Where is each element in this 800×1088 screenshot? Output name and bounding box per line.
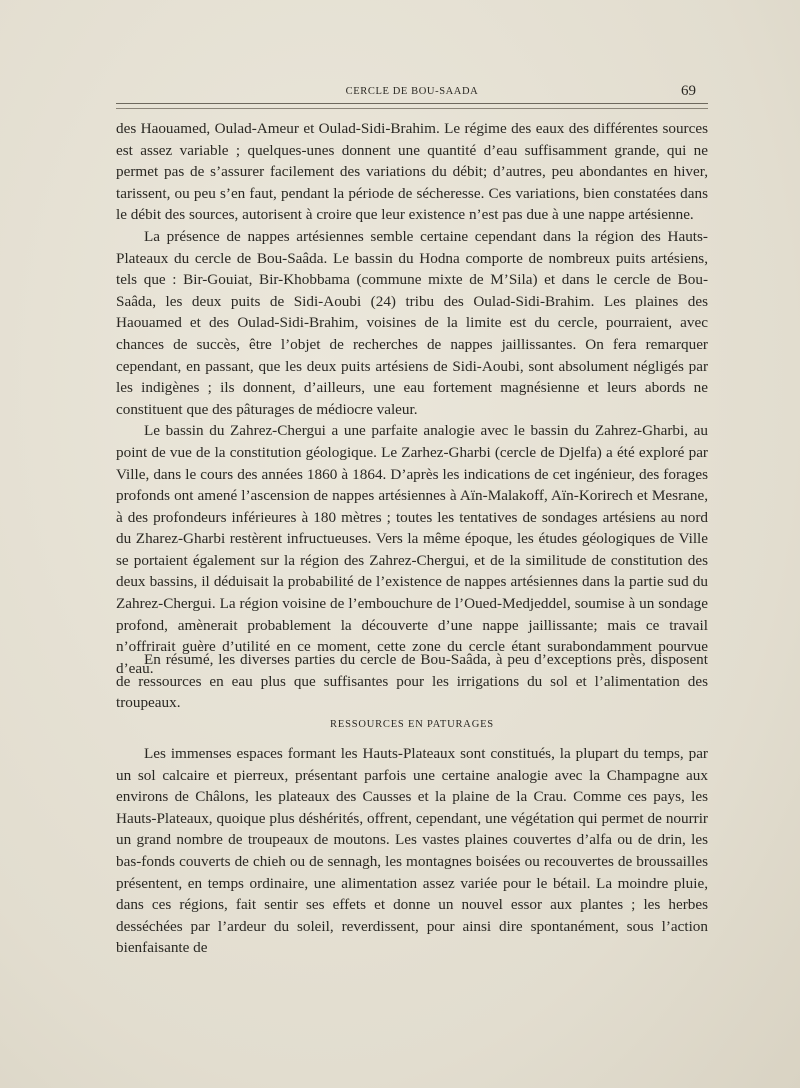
paragraph-1: des Haouamed, Oulad-Ameur et Oulad-Sidi-Brahim. Le régime des eaux des différentes sources est assez variable ; quelques-unes donnent une quantité d’eau suffisamment grande, qui ne permet pas de s’assurer facilement des variations du débit; d’autres, peu abondantes en hiver, tarissent, ou peu s’en faut, pendant la période de sécheresse. Ces variations, bien constatées dans le débit des sources, autorisent à croire que leur existence n’est pas due à une nappe artésienne. (116, 120, 708, 224)
page-header (116, 84, 708, 104)
running-title: CERCLE DE BOU-SAADA (345, 86, 479, 97)
body-text-bottom (116, 743, 708, 959)
paragraph-4: En résumé, les diverses parties du cercle de Bou-Saâda, à peu d’exceptions près, disposent de ressources en eau plus que suffisantes pour les irrigations du sol et l’alimentation des troupeaux. (116, 651, 708, 712)
header-rule (116, 103, 708, 109)
section-heading: RESSOURCES EN PATURAGES (330, 719, 494, 730)
page-number: 69 (681, 83, 696, 99)
paragraph-5: Les immenses espaces formant les Hauts-Plateaux sont constitués, la plupart du temps, par un sol calcaire et pierreux, présentant parfois une certaine analogie avec la Champagne aux environs de Châlons, les plateaux des Causses et la plaine de la Crau. Comme ces pays, les Hauts-Plateaux, quoique plus déshérités, offrent, cependant, une végétation qui permet de nourrir un grand nombre de troupeaux de moutons. Les vastes plaines couvertes d’alfa ou de drin, les bas-fonds couverts de chieh ou de sennagh, les montagnes boisées ou recouvertes de broussailles présentent, en temps ordinaire, une alimentation assez variée pour le bétail. La moindre pluie, dans ces régions, fait sentir ses effets et donne un nouvel essor aux plantes ; les herbes desséchées par l’ardeur du soleil, reverdissent, pour ainsi dire spontanément, sous l’action bienfaisante de (116, 745, 708, 957)
paragraph-3: Le bassin du Zahrez-Chergui a une parfaite analogie avec le bassin du Zahrez-Gharbi, au point de vue de la constitution géologique. Le Zarhez-Gharbi (cercle de Djelfa) a été exploré par Ville, dans le cours des années 1860 à 1864. D’après les indications de cet ingénieur, des forages profonds ont amené l’ascension de nappes artésiennes à Aïn-Malakoff, Aïn-Korirech et Mesrane, à des profondeurs inférieures à 180 mètres ; toutes les tentatives de sondages artésiens au nord du Zharez-Gharbi restèrent infructueuses. Vers la même époque, les études géologiques de Ville se portaient également sur la région des Zahrez-Chergui, et de la similitude de constitution des deux bassins, il déduisait la probabilité de l’existence de nappes artésiennes dans la partie sud du Zahrez-Chergui. La région voisine de l’embouchure de l’Oued-Medjeddel, soumise à un sondage profond, amènerait probablement la découverte d’une nappe jaillissante; mais ce travail n’offrirait guère d’utilité en ce moment, cette zone du cercle étant surabondamment pourvue d’eau. (116, 422, 708, 677)
body-text-top (116, 118, 708, 679)
body-text-summary (116, 649, 708, 714)
paragraph-2: La présence de nappes artésiennes semble certaine cependant dans la région des Hauts-Plateaux du cercle de Bou-Saâda. Le bassin du Hodna comporte de nombreux puits artésiens, tels que : Bir-Gouiat, Bir-Khobbama (commune mixte de M’Sila) et dans le cercle de Bou-Saâda, les deux puits de Sidi-Aoubi (24) tribu des Oulad-Sidi-Brahim. Les plaines des Haouamed et des Oulad-Sidi-Brahim, voisines de la limite est du cercle, pourraient, avec chances de succès, être l’objet de recherches de nappes jaillissantes. On fera remarquer cependant, en passant, que les deux puits artésiens de Sidi-Aoubi, sont absolument négligés par les indigènes ; ils donnent, d’ailleurs, une eau fortement magnésienne et leurs abords ne constituent que des pâturages de médiocre valeur. (116, 227, 708, 418)
